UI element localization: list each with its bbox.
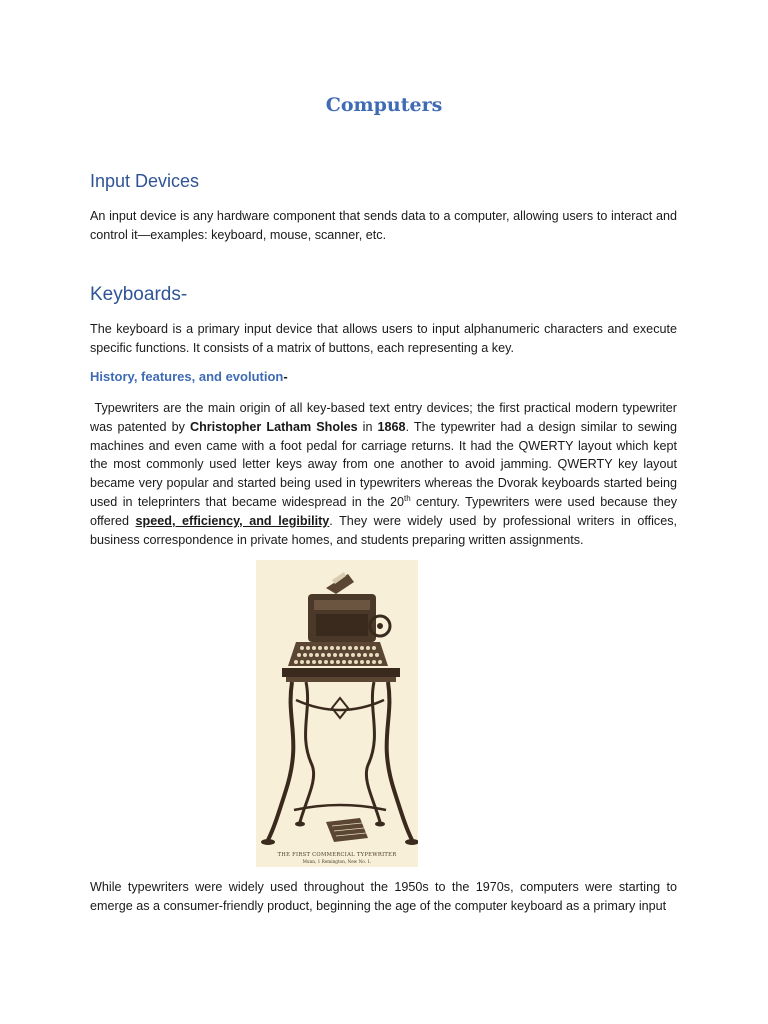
patent-year: 1868 — [377, 419, 406, 434]
heading-input-devices: Input Devices — [90, 171, 200, 191]
subheading-history-dash: - — [283, 369, 288, 384]
paragraph-closing: While typewriters were widely used throughout the 1950s to the 1970s, computers were starting to emerge as a consumer-friendly product, beginning the age of the computer keyboard as a primary input — [90, 880, 677, 913]
typewriter-qualities: speed, efficiency, and legibility — [135, 513, 330, 528]
subheading-history — [90, 369, 288, 384]
history-text-1: Typewriters are the main origin of all key-based text entry devices; the first practical modern typewriter was patented by — [90, 401, 677, 434]
history-text-3: . The typewriter had a design similar to sewing machines and even came with a foot pedal for carriage returns. It had the QWERTY layout which kept the most commonly used letter keys away from one another to avoid jamming. QWERTY key layout became very popular and started being used in typewriters whereas the Dvorak keyboards started being used in teleprinters that became widespread in the 20 — [90, 419, 677, 509]
page-title: Computers — [325, 94, 443, 116]
inventor-name: Christopher Latham Sholes — [189, 419, 358, 434]
history-text-4: century. Typewriters were used because they offered — [90, 494, 677, 528]
figure-caption: THE FIRST COMMERCIAL TYPEWRITER — [277, 852, 397, 858]
history-text-5: . They were widely used by professional writers in offices, business correspondence in private homes, and students preparing written assignments. — [90, 513, 677, 547]
history-text-2: in — [357, 419, 378, 434]
paragraph-keyboards: The keyboard is a primary input device that allows users to input alphanumeric characters and execute specific functions. It consists of a matrix of buttons, each representing a key. — [90, 322, 677, 355]
typewriter-illustration — [256, 560, 418, 867]
paragraph-history — [90, 399, 677, 549]
typewriter-figure — [256, 560, 418, 867]
heading-keyboards: Keyboards- — [90, 284, 188, 305]
subheading-history-text: History, features, and evolution — [90, 369, 284, 384]
ordinal-suffix: th — [404, 493, 411, 503]
figure-credit: Munn, 1 Remington, New No. 1. — [302, 859, 372, 864]
paragraph-input-devices: An input device is any hardware component that sends data to a computer, allowing users to interact and control it—examples: keyboard, mouse, scanner, etc. — [90, 209, 677, 242]
